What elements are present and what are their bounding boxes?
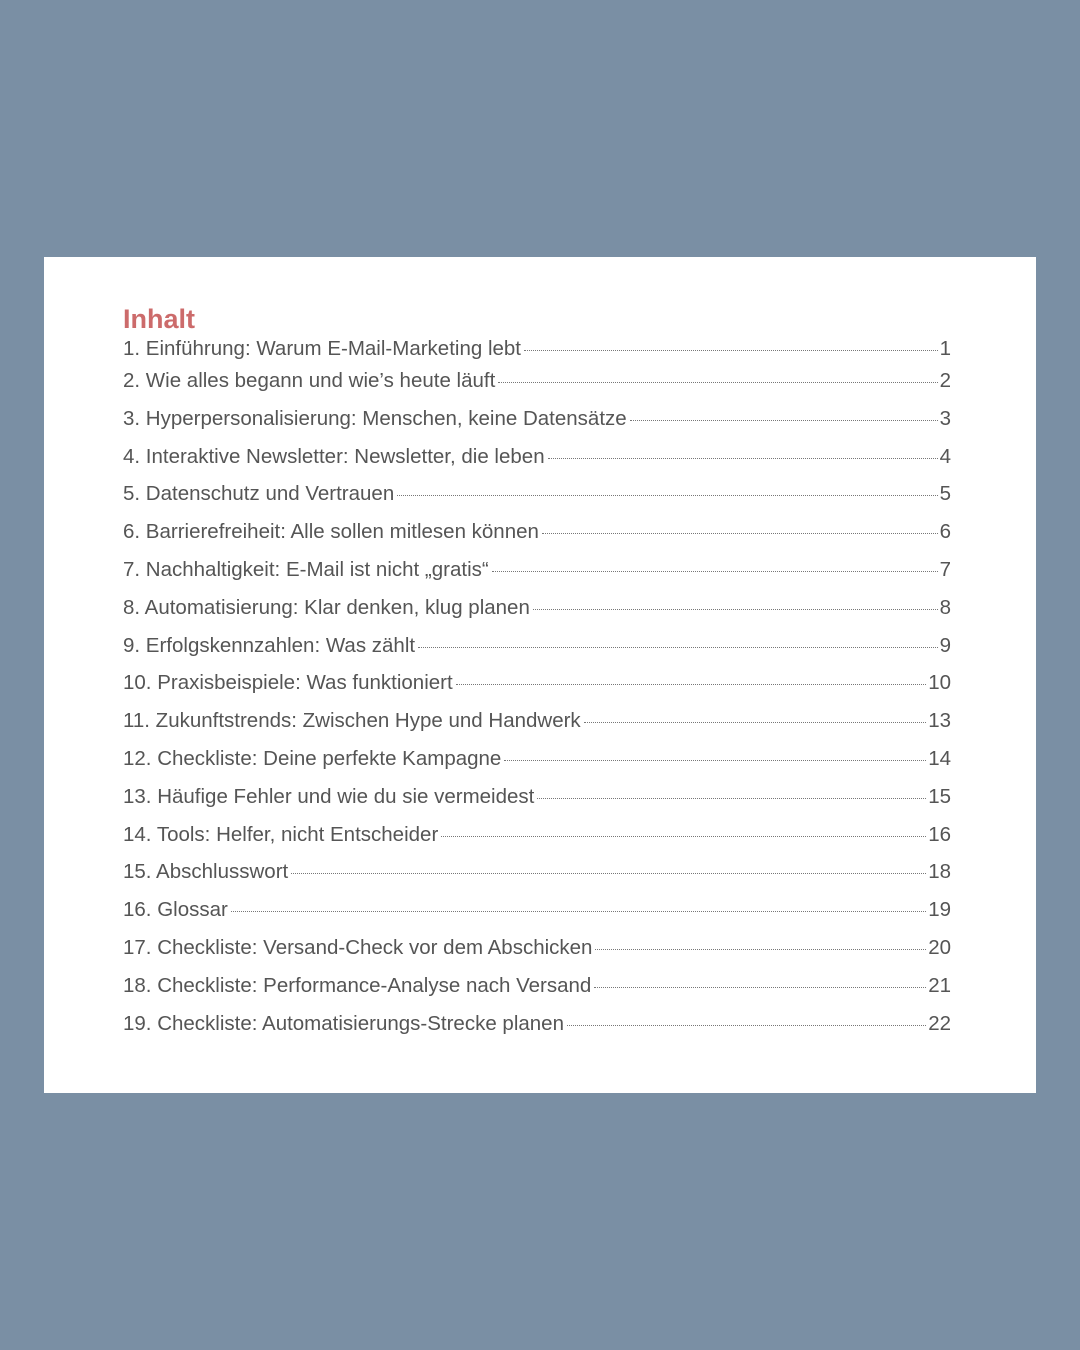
toc-entry-label: 12. Checkliste: Deine perfekte Kampagne [123, 746, 502, 770]
toc-entry-page-number: 20 [928, 935, 951, 959]
toc-entry[interactable] [123, 860, 951, 898]
toc-entry-page-number: 8 [939, 595, 951, 619]
dot-leader [291, 873, 926, 874]
toc-entry-label: 16. Glossar [123, 898, 228, 922]
toc-entry-page-number: 21 [928, 973, 951, 997]
toc-entry-label: 2. Wie alles begann und wie’s heute läuft [123, 369, 496, 392]
dot-leader [418, 647, 938, 648]
toc-entry-page-number: 13 [928, 709, 951, 733]
toc-entry-label: 11. Zukunftstrends: Zwischen Hype und Handwerk [123, 709, 581, 733]
toc-entry-label: 14. Tools: Helfer, nicht Entscheider [123, 822, 439, 846]
table-of-contents [123, 301, 951, 1049]
toc-entry[interactable] [123, 407, 951, 445]
dot-leader [584, 722, 927, 723]
toc-entry-page-number: 15 [928, 784, 951, 808]
toc-entry-label: 9. Erfolgskennzahlen: Was zählt [123, 633, 416, 657]
toc-entry-label: 19. Checkliste: Automatisierungs-Strecke planen [123, 1011, 564, 1035]
toc-entry-label: 10. Praxisbeispiele: Was funktioniert [123, 671, 453, 695]
toc-entry[interactable] [123, 337, 951, 369]
dot-leader [567, 1025, 926, 1026]
toc-entry[interactable] [123, 747, 951, 785]
toc-entry-page-number: 2 [939, 369, 951, 392]
toc-entry[interactable] [123, 1012, 951, 1050]
dot-leader [595, 949, 926, 950]
toc-entry-page-number: 16 [928, 822, 951, 846]
toc-entry[interactable] [123, 596, 951, 634]
dot-leader [524, 350, 938, 351]
toc-entry-label: 4. Interaktive Newsletter: Newsletter, die leben [123, 444, 545, 468]
toc-entry-page-number: 7 [939, 557, 951, 581]
toc-entry[interactable] [123, 482, 951, 520]
toc-entry-page-number: 6 [939, 520, 951, 544]
toc-list [123, 337, 951, 1049]
toc-entry-label: 6. Barrierefreiheit: Alle sollen mitlesen können [123, 520, 539, 544]
toc-entry[interactable] [123, 369, 951, 407]
toc-entry-page-number: 22 [928, 1011, 951, 1035]
toc-entry[interactable] [123, 520, 951, 558]
dot-leader [498, 382, 937, 383]
toc-heading: Inhalt [123, 304, 195, 334]
toc-entry-label: 8. Automatisierung: Klar denken, klug planen [123, 595, 530, 619]
toc-entry-page-number: 14 [928, 746, 951, 770]
dot-leader [630, 420, 938, 421]
toc-entry[interactable] [123, 974, 951, 1012]
toc-entry[interactable] [123, 823, 951, 861]
dot-leader [542, 533, 938, 534]
dot-leader [456, 684, 927, 685]
dot-leader [441, 836, 926, 837]
toc-entry-label: 15. Abschlusswort [123, 860, 289, 884]
toc-entry-page-number: 10 [928, 671, 951, 695]
toc-entry-label: 7. Nachhaltigkeit: E-Mail ist nicht „gratis“ [123, 557, 489, 581]
dot-leader [537, 798, 926, 799]
toc-entry-page-number: 3 [939, 406, 951, 430]
dot-leader [397, 495, 937, 496]
toc-entry-label: 3. Hyperpersonalisierung: Menschen, keine Datensätze [123, 406, 627, 430]
dot-leader [594, 987, 926, 988]
toc-entry-page-number: 9 [939, 633, 951, 657]
toc-entry[interactable] [123, 709, 951, 747]
toc-entry[interactable] [123, 898, 951, 936]
toc-entry-label: 17. Checkliste: Versand-Check vor dem Abschicken [123, 935, 593, 959]
dot-leader [492, 571, 938, 572]
toc-entry-page-number: 5 [939, 482, 951, 506]
toc-entry-label: 5. Datenschutz und Vertrauen [123, 482, 395, 506]
toc-entry[interactable] [123, 936, 951, 974]
toc-entry[interactable] [123, 445, 951, 483]
toc-entry-label: 1. Einführung: Warum E-Mail-Marketing lebt [123, 337, 521, 360]
dot-leader [504, 760, 926, 761]
toc-entry[interactable] [123, 634, 951, 672]
toc-entry-label: 18. Checkliste: Performance-Analyse nach Versand [123, 973, 592, 997]
toc-entry[interactable] [123, 558, 951, 596]
toc-entry[interactable] [123, 785, 951, 823]
toc-entry[interactable] [123, 671, 951, 709]
dot-leader [548, 458, 938, 459]
toc-entry-page-number: 18 [928, 860, 951, 884]
toc-entry-label: 13. Häufige Fehler und wie du sie vermeidest [123, 784, 535, 808]
dot-leader [533, 609, 938, 610]
toc-entry-page-number: 19 [928, 898, 951, 922]
dot-leader [231, 911, 926, 912]
toc-entry-page-number: 4 [939, 444, 951, 468]
document-page [44, 257, 1036, 1093]
toc-entry-page-number: 1 [939, 337, 951, 360]
